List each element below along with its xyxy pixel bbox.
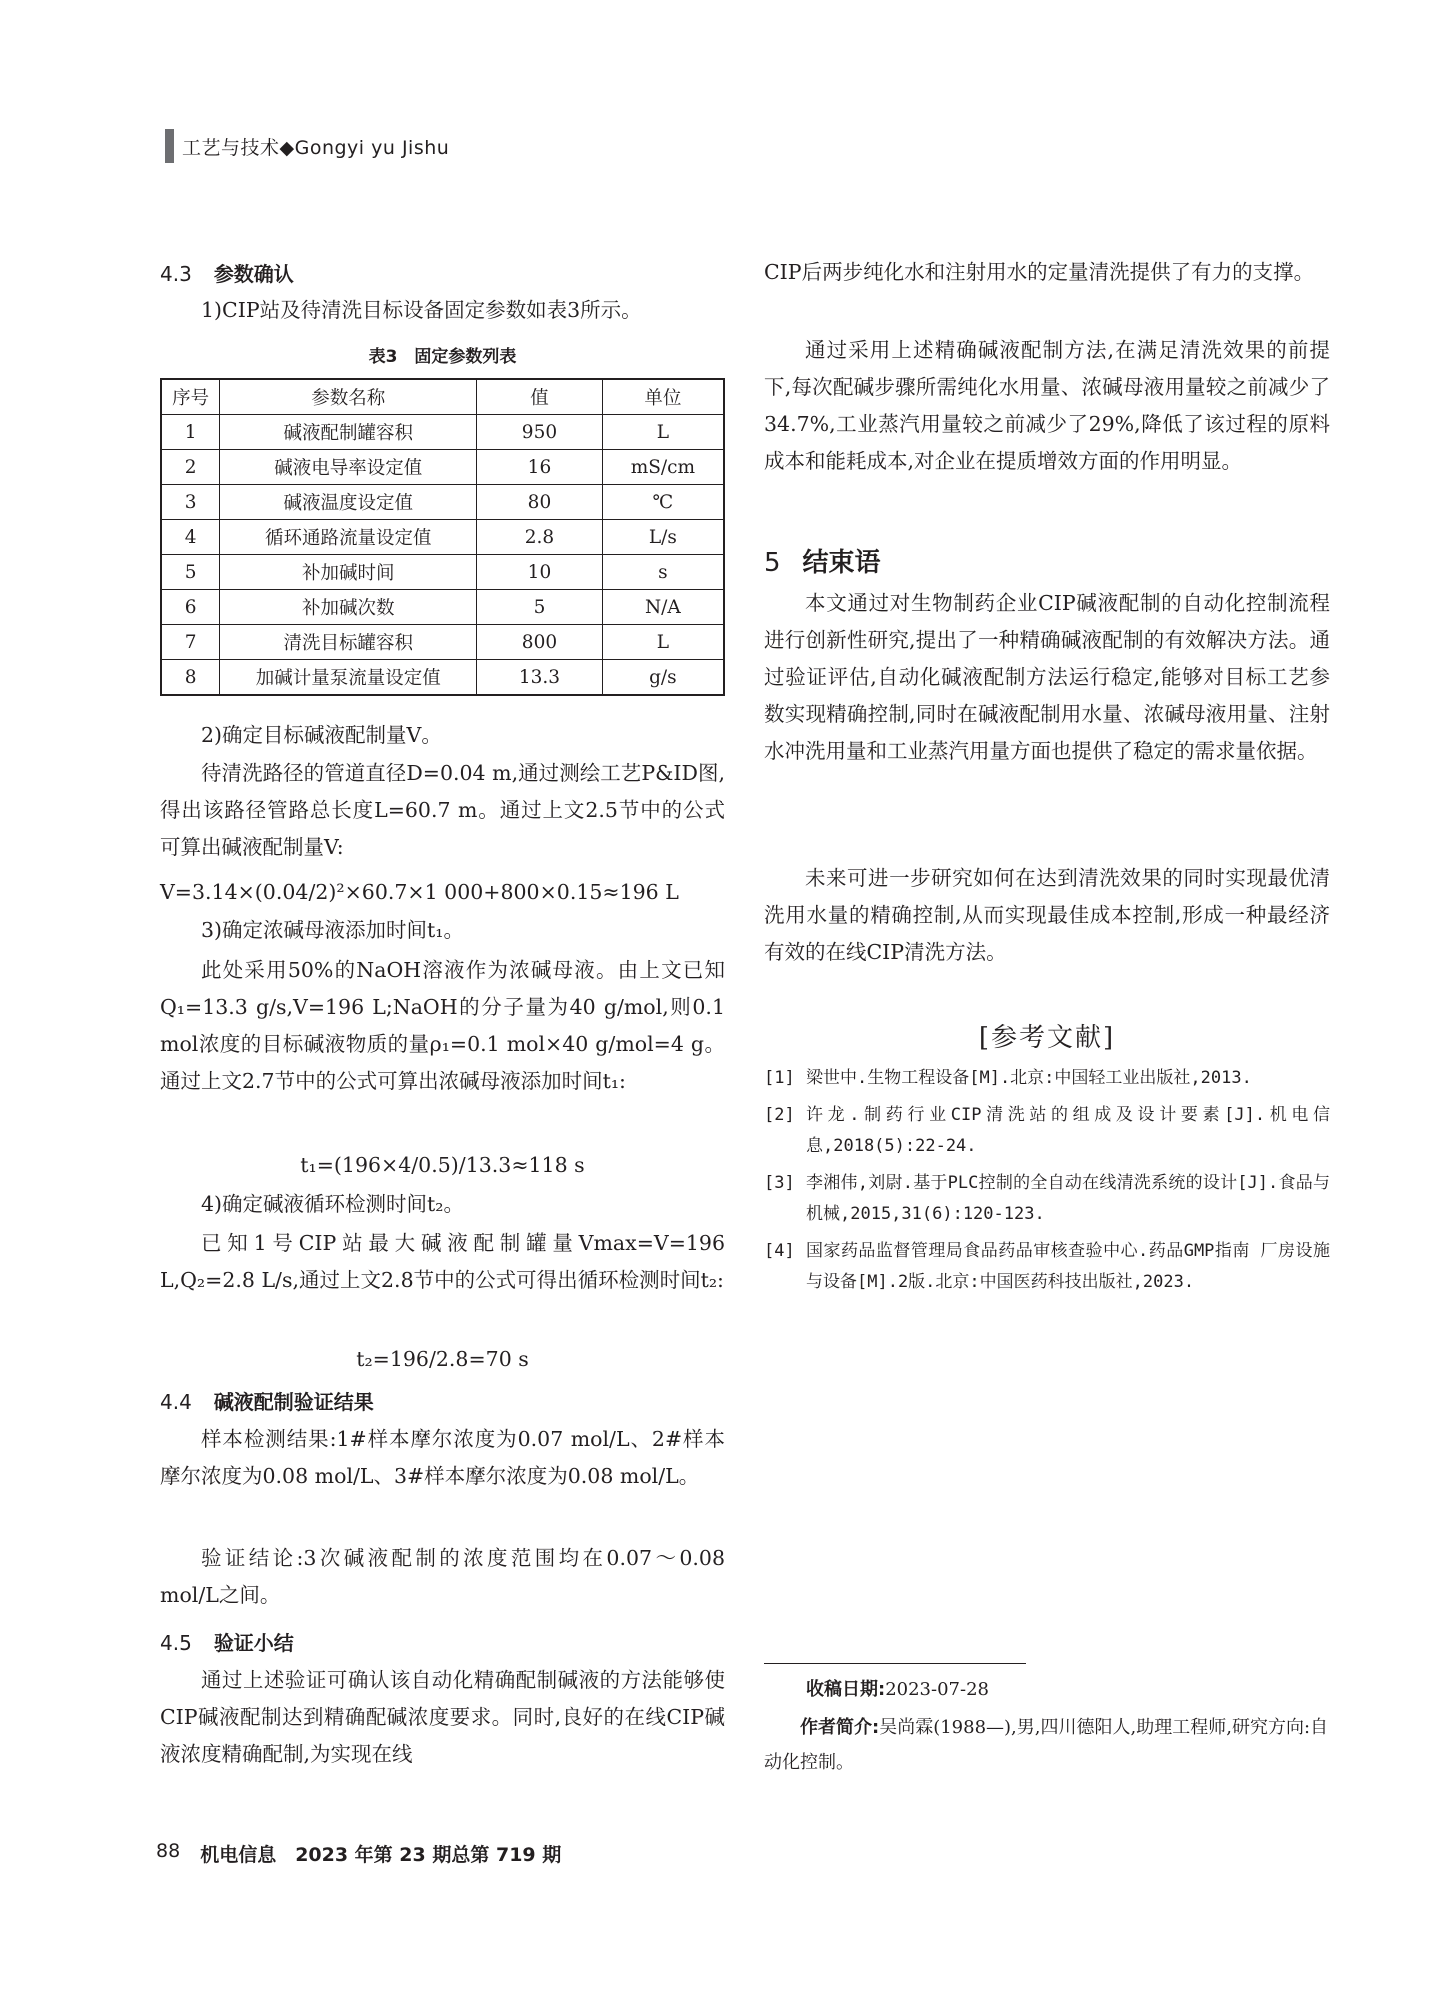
footnote-rule bbox=[764, 1663, 1026, 1664]
table-cell: 循环通路流量设定值 bbox=[220, 520, 477, 555]
header-text: 工艺与技术◆Gongyi yu Jishu bbox=[182, 136, 450, 159]
table-row bbox=[161, 590, 724, 625]
table-caption: 表3 固定参数列表 bbox=[368, 347, 517, 367]
table-cell: g/s bbox=[602, 660, 724, 696]
section-heading-4-4: 4.4 碱液配制验证结果 bbox=[160, 1390, 374, 1414]
table-row bbox=[161, 660, 724, 696]
table-row bbox=[161, 485, 724, 520]
journal-info: 机电信息 2023 年第 23 期总第 719 期 bbox=[200, 1844, 562, 1866]
table-cell: 补加碱次数 bbox=[220, 590, 477, 625]
paragraph: 已知1号CIP站最大碱液配制罐量Vmax=V=196 L,Q₂=2.8 L/s,通过上文2.8节中的公式可得出循环检测时间t₂: bbox=[160, 1231, 725, 1292]
table-row bbox=[161, 415, 724, 450]
paragraph: 未来可进一步研究如何在达到清洗效果的同时实现最优清洗用水量的精确控制,从而实现最佳成本控制,形成一种最经济有效的在线CIP清洗方法。 bbox=[764, 866, 1330, 964]
table-header-cell: 序号 bbox=[161, 379, 220, 415]
table-header-cell: 值 bbox=[477, 379, 603, 415]
paragraph: 样本检测结果:1#样本摩尔浓度为0.07 mol/L、2#样本摩尔浓度为0.08 mol/L、3#样本摩尔浓度为0.08 mol/L。 bbox=[160, 1427, 725, 1488]
table-cell: 80 bbox=[477, 485, 603, 520]
reference-item: [4] 国家药品监督管理局食品药品审核查验中心.药品GMP指南 厂房设施与设备[M].2版.北京:中国医药科技出版社,2023. bbox=[764, 1241, 1330, 1292]
table-row bbox=[161, 520, 724, 555]
paragraph: CIP后两步纯化水和注射用水的定量清洗提供了有力的支撑。 bbox=[764, 260, 1315, 284]
reference-list bbox=[764, 1063, 1330, 1298]
section-heading-5: 5 结束语 bbox=[764, 548, 881, 578]
table-cell: 6 bbox=[161, 590, 220, 625]
formula: t₂=196/2.8=70 s bbox=[356, 1347, 529, 1371]
parameter-table bbox=[160, 378, 725, 696]
section-heading-4-5: 4.5 验证小结 bbox=[160, 1631, 294, 1655]
paragraph: 此处采用50%的NaOH溶液作为浓碱母液。由上文已知Q₁=13.3 g/s,V=196 L;NaOH的分子量为40 g/mol,则0.1 mol浓度的目标碱液物质的量ρ₁=0.1 mol×40 g/mol=4 g。通过上文2.7节中的公式可算出浓碱母液添加时间t₁: bbox=[160, 958, 725, 1093]
paragraph: 1)CIP站及待清洗目标设备固定参数如表3所示。 bbox=[201, 298, 642, 322]
table-cell: 13.3 bbox=[477, 660, 603, 696]
table-header-row bbox=[161, 379, 724, 415]
header-bar-icon bbox=[165, 129, 174, 163]
paragraph: 验证结论:3次碱液配制的浓度范围均在0.07～0.08 mol/L之间。 bbox=[160, 1546, 725, 1607]
formula: V=3.14×(0.04/2)²×60.7×1 000+800×0.15≈196 L bbox=[160, 880, 679, 904]
table-cell: 16 bbox=[477, 450, 603, 485]
paragraph: 本文通过对生物制药企业CIP碱液配制的自动化控制流程进行创新性研究,提出了一种精确碱液配制的有效解决方法。通过验证评估,自动化碱液配制方法运行稳定,能够对目标工艺参数实现精确控制,同时在碱液配制用水量、浓碱母液用量、注射水冲洗用量和工业蒸汽用量方面也提供了稳定的需求量依据。 bbox=[764, 591, 1330, 763]
table-cell: 碱液温度设定值 bbox=[220, 485, 477, 520]
reference-item: [2] 许龙.制药行业CIP清洗站的组成及设计要素[J].机电信息,2018(5):22-24. bbox=[764, 1105, 1330, 1156]
table-cell: ℃ bbox=[602, 485, 724, 520]
table-cell: 加碱计量泵流量设定值 bbox=[220, 660, 477, 696]
table-cell: 950 bbox=[477, 415, 603, 450]
reference-item: [1] 梁世中.生物工程设备[M].北京:中国轻工业出版社,2013. bbox=[764, 1068, 1252, 1088]
table-header-cell: 参数名称 bbox=[220, 379, 477, 415]
table-row bbox=[161, 450, 724, 485]
table-cell: 4 bbox=[161, 520, 220, 555]
table-cell: 碱液电导率设定值 bbox=[220, 450, 477, 485]
page-number: 88 bbox=[156, 1840, 181, 1862]
table-cell: 补加碱时间 bbox=[220, 555, 477, 590]
table-cell: 2.8 bbox=[477, 520, 603, 555]
paragraph: 2)确定目标碱液配制量V。 bbox=[201, 723, 442, 747]
table-cell: 8 bbox=[161, 660, 220, 696]
table-cell: L bbox=[602, 625, 724, 660]
received-date: 收稿日期:2023-07-28 bbox=[806, 1679, 989, 1700]
table-cell: L/s bbox=[602, 520, 724, 555]
table-cell: 5 bbox=[477, 590, 603, 625]
reference-item: [3] 李湘伟,刘尉.基于PLC控制的全自动在线清洗系统的设计[J].食品与机械,2015,31(6):120-123. bbox=[764, 1173, 1330, 1224]
formula: t₁=(196×4/0.5)/13.3≈118 s bbox=[300, 1153, 585, 1177]
paragraph: 通过采用上述精确碱液配制方法,在满足清洗效果的前提下,每次配碱步骤所需纯化水用量、浓碱母液用量较之前减少了34.7%,工业蒸汽用量较之前减少了29%,降低了该过程的原料成本和能耗成本,对企业在提质增效方面的作用明显。 bbox=[764, 338, 1330, 473]
page-footer bbox=[156, 1840, 561, 1867]
table-header-cell: 单位 bbox=[602, 379, 724, 415]
paragraph: 待清洗路径的管道直径D=0.04 m,通过测绘工艺P&ID图,得出该路径管路总长度L=60.7 m。通过上文2.5节中的公式可算出碱液配制量V: bbox=[160, 761, 725, 859]
table-cell: 800 bbox=[477, 625, 603, 660]
paragraph: 通过上述验证可确认该自动化精确配制碱液的方法能够使CIP碱液配制达到精确配碱浓度要求。同时,良好的在线CIP碱液浓度精确配制,为实现在线 bbox=[160, 1668, 725, 1766]
table-cell: 5 bbox=[161, 555, 220, 590]
table-cell: mS/cm bbox=[602, 450, 724, 485]
table-cell: s bbox=[602, 555, 724, 590]
table-cell: 3 bbox=[161, 485, 220, 520]
table-cell: L bbox=[602, 415, 724, 450]
paragraph: 4)确定碱液循环检测时间t₂。 bbox=[201, 1192, 464, 1216]
author-note: 作者简介:吴尚霖(1988—),男,四川德阳人,助理工程师,研究方向:自动化控制。 bbox=[764, 1717, 1329, 1773]
table-cell: N/A bbox=[602, 590, 724, 625]
table-cell: 1 bbox=[161, 415, 220, 450]
table-cell: 碱液配制罐容积 bbox=[220, 415, 477, 450]
table-cell: 7 bbox=[161, 625, 220, 660]
references-heading: [参考文献] bbox=[978, 1023, 1116, 1053]
table-cell: 2 bbox=[161, 450, 220, 485]
running-header bbox=[165, 128, 449, 164]
table-row bbox=[161, 625, 724, 660]
table-row bbox=[161, 555, 724, 590]
paragraph: 3)确定浓碱母液添加时间t₁。 bbox=[201, 918, 464, 942]
section-heading-4-3: 4.3 参数确认 bbox=[160, 262, 294, 286]
table-cell: 10 bbox=[477, 555, 603, 590]
table-cell: 清洗目标罐容积 bbox=[220, 625, 477, 660]
